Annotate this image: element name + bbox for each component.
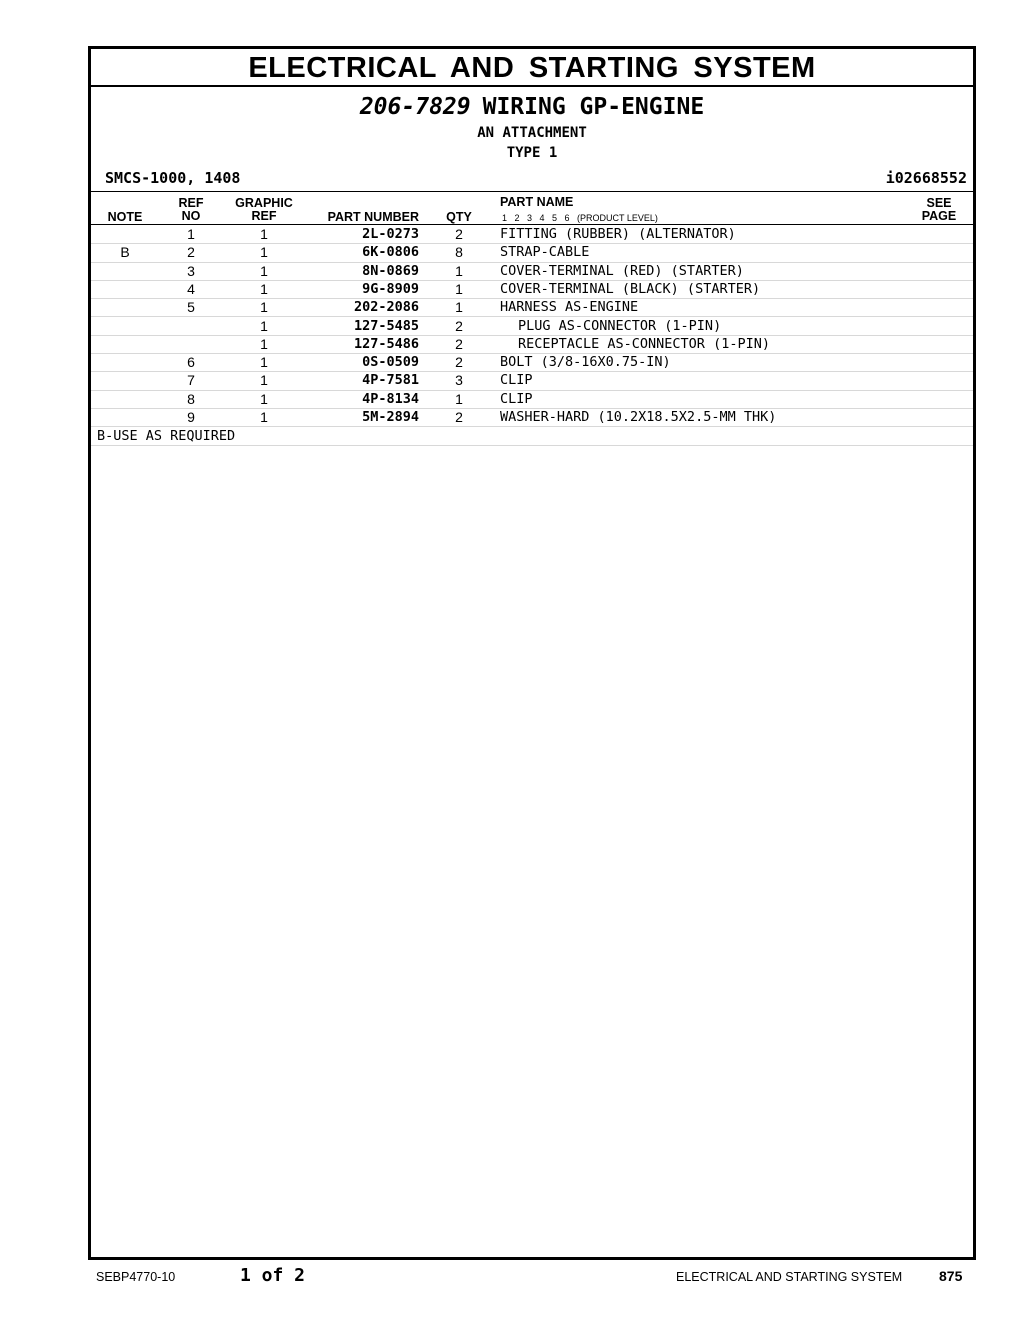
footnote: B-USE AS REQUIRED [97,428,236,444]
header-ref-bottom: NO [181,209,201,223]
row-part-number: 2L-0273 [362,226,419,242]
header-see-top: SEE [926,196,952,210]
row-qty: 2 [455,317,463,334]
header-graphic-bottom: REF [251,209,277,223]
header-qty: QTY [446,210,472,224]
row-part-name: CLIP [500,372,533,389]
row-ref-no: 3 [187,262,195,279]
row-part-name: PLUG AS-CONNECTOR (1-PIN) [518,317,722,334]
row-qty: 1 [455,390,463,407]
header-graphic-ref [226,197,302,223]
row-part-name: CLIP [500,390,533,407]
row-graphic-ref: 1 [260,335,268,352]
table-row [91,408,973,427]
page-frame [88,46,976,1260]
row-part-number: 127-5485 [353,317,419,334]
table-row [91,225,973,244]
table-row [91,280,973,299]
row-ref-no: 8 [187,390,195,407]
header-see-bottom: PAGE [921,209,957,223]
header-product-levels: 1 2 3 4 5 6 (PRODUCT LEVEL) [502,213,658,223]
group-title [91,93,973,121]
row-graphic-ref: 1 [260,409,268,425]
group-type: TYPE 1 [506,145,558,161]
row-ref-no: 2 [187,244,195,261]
row-part-number: 9G-8909 [362,280,419,297]
row-part-name: BOLT (3/8-16X0.75-IN) [500,354,671,371]
row-graphic-ref: 1 [260,299,268,316]
table-row [91,262,973,281]
row-graphic-ref: 1 [260,244,268,261]
row-graphic-ref: 1 [260,262,268,279]
table-row [91,335,973,354]
row-graphic-ref: 1 [260,280,268,297]
illustration-id: i02668552 [885,169,967,187]
row-ref-no: 4 [187,280,195,297]
row-graphic-ref: 1 [260,226,268,242]
row-part-number: 5M-2894 [362,409,419,425]
row-part-number: 127-5486 [353,335,419,352]
header-part-number: PART NUMBER [327,210,419,224]
row-part-name: FITTING (RUBBER) (ALTERNATOR) [500,226,736,242]
row-graphic-ref: 1 [260,354,268,371]
row-part-number: 0S-0509 [362,354,419,371]
row-ref-no: 1 [187,226,195,242]
row-qty: 1 [455,280,463,297]
footer-page-of: 1 of 2 [240,1265,306,1286]
row-part-name: COVER-TERMINAL (RED) (STARTER) [500,262,744,279]
header-ref [173,197,209,223]
group-attachment: AN ATTACHMENT [477,125,587,141]
row-qty: 1 [455,299,463,316]
header-part-name: PART NAME [500,195,574,209]
row-graphic-ref: 1 [260,317,268,334]
row-part-number: 4P-8134 [362,390,419,407]
row-note: B [120,244,130,261]
header-graphic-top: GRAPHIC [235,196,293,210]
row-ref-no: 5 [187,299,195,316]
row-part-number: 202-2086 [353,299,419,316]
header-see-page [916,197,962,223]
row-part-name: HARNESS AS-ENGINE [500,299,639,316]
row-qty: 2 [455,335,463,352]
header-note: NOTE [107,210,143,224]
row-qty: 2 [455,409,463,425]
group-name: WIRING GP-ENGINE [482,94,705,120]
group-part-number: 206-7829 [359,94,471,120]
row-ref-no: 7 [187,372,195,389]
table-row [91,353,973,372]
row-part-name: STRAP-CABLE [500,244,590,261]
row-part-number: 8N-0869 [362,262,419,279]
row-part-number: 4P-7581 [362,372,419,389]
row-ref-no: 6 [187,354,195,371]
footer-doc-number: SEBP4770-10 [96,1270,176,1284]
row-qty: 8 [455,244,463,261]
row-part-name: WASHER-HARD (10.2X18.5X2.5-MM THK) [500,409,777,425]
row-graphic-ref: 1 [260,390,268,407]
row-part-name: COVER-TERMINAL (BLACK) (STARTER) [500,280,761,297]
footnote-row [91,427,973,446]
table-row [91,371,973,390]
row-ref-no: 9 [187,409,195,425]
footer-section: ELECTRICAL AND STARTING SYSTEM [676,1270,903,1284]
row-qty: 2 [455,354,463,371]
table-row [91,243,973,262]
row-graphic-ref: 1 [260,372,268,389]
row-part-number: 6K-0806 [362,244,419,261]
table-row [91,390,973,409]
row-qty: 1 [455,262,463,279]
row-part-name: RECEPTACLE AS-CONNECTOR (1-PIN) [518,335,770,352]
row-qty: 2 [455,226,463,242]
header-top-rule [91,191,973,192]
table-row [91,298,973,317]
section-title: ELECTRICAL AND STARTING SYSTEM [91,49,973,87]
smcs-code: SMCS-1000, 1408 [105,169,241,187]
table-row [91,317,973,336]
footer-page-number: 875 [939,1268,963,1284]
header-ref-top: REF [178,196,204,210]
row-qty: 3 [455,372,463,389]
